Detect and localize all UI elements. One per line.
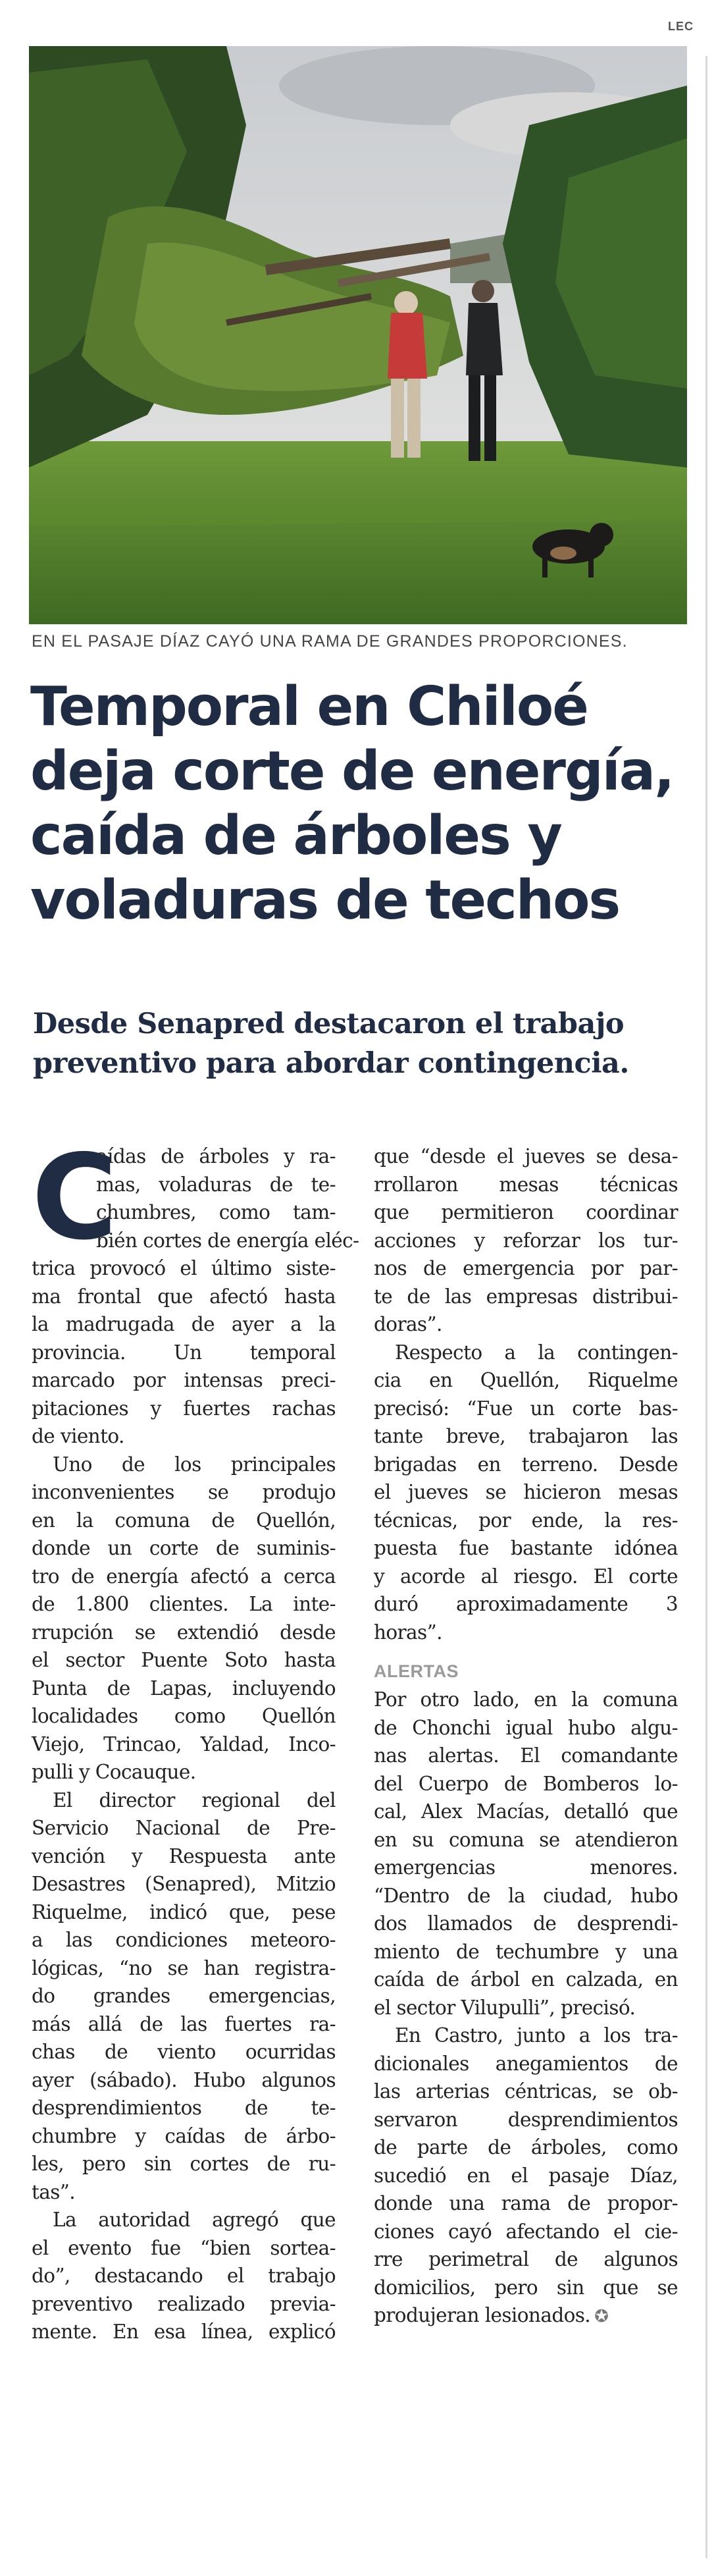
text-line: donde una rama de propor-	[374, 2192, 678, 2214]
text-line: el sector Vilupulli”, precisó.	[374, 1996, 636, 2019]
text-line: sucedió en el pasaje Díaz,	[374, 2164, 678, 2187]
paragraph	[374, 1339, 678, 1647]
text-line: y acorde al riesgo. El corte	[374, 1565, 678, 1588]
text-line: cia en Quellón, Riquelme	[374, 1369, 678, 1391]
text-line: acciones y reforzar los tur-	[374, 1229, 678, 1252]
text-line: ayer (sábado). Hubo algunos	[32, 2068, 336, 2091]
text-line: mas, voladuras de te-	[96, 1173, 336, 1196]
text-line: ciones cayó afectando el cie-	[374, 2220, 678, 2243]
text-line: tante breve, trabajaron las	[374, 1425, 678, 1447]
text-line: vención y Respuesta ante	[32, 1844, 336, 1867]
text-line: de Chonchi igual hubo algu-	[374, 1716, 678, 1739]
text-line: caída de árbol en calzada, en	[374, 1968, 678, 1991]
text-line: de parte de árboles, como	[374, 2136, 678, 2159]
paragraph	[32, 1786, 336, 2207]
text-line: tas”.	[32, 2180, 76, 2203]
text-line: dos llamados de desprendi-	[374, 1912, 678, 1935]
text-line: Uno de los principales	[53, 1453, 336, 1476]
text-line: tro de energía afectó a cerca	[32, 1565, 336, 1588]
text-line: de viento.	[32, 1425, 124, 1447]
section-subtitle: ALERTAS	[374, 1661, 459, 1681]
text-line: horas”.	[374, 1621, 442, 1644]
text-line: lógicas, “no se han registra-	[32, 1956, 336, 1979]
text-line: el evento fue “bien sorteа-	[32, 2236, 336, 2259]
paragraph	[32, 1451, 336, 1786]
text-line: bién cortes de energía eléc-	[96, 1229, 359, 1252]
text-line: puesta fue bastante idónea	[374, 1537, 678, 1559]
text-line: miento de techumbre y una	[374, 1940, 678, 1963]
text-line: Por otro lado, en la comuna	[374, 1688, 678, 1711]
text-line: trica provocó el último siste-	[32, 1257, 336, 1279]
text-line: El director regional del	[53, 1788, 336, 1811]
text-line: brigadas en terreno. Desde	[374, 1453, 678, 1476]
text-line: chumbre y caídas de árbo-	[32, 2124, 336, 2147]
text-line: aídas de árboles y ra-	[96, 1145, 336, 1167]
text-line: produjeran lesionados. ✪	[374, 2301, 678, 2331]
article-column-left	[32, 1129, 359, 2346]
text-line: rre perimetral de algunos	[374, 2248, 678, 2270]
text-line: La autoridad agregó que	[53, 2209, 336, 2231]
text-line: dicionales anegamientos de	[374, 2052, 678, 2075]
end-mark-icon: ✪	[594, 2307, 609, 2326]
text-line: “Dentro de la ciudad, hubo	[374, 1884, 678, 1907]
text-line: duró aproximadamente 3	[374, 1593, 678, 1615]
text-line: doras”.	[374, 1313, 442, 1335]
text-line: mente. En esa línea, explicó	[32, 2321, 336, 2343]
text-line: cal, Alex Macías, detalló que	[374, 1800, 678, 1823]
text-line: más allá de las fuertes ra-	[32, 2012, 336, 2035]
subheadline-line: Desde Senapred destacaron el trabajo	[33, 1007, 625, 1040]
paragraph	[32, 1254, 336, 1451]
text-line: preventivo realizado previa-	[32, 2292, 336, 2315]
text-line: en su comuna se atendieron	[374, 1828, 678, 1851]
subheadline-line: preventivo para abordar contingencia.	[33, 1047, 629, 1080]
text-line: provincia. Un temporal	[32, 1341, 336, 1364]
storm-fallen-tree-photo-icon	[29, 46, 687, 624]
paragraph	[374, 2022, 678, 2331]
text-line: servaron desprendimientos	[374, 2108, 678, 2131]
paragraph	[374, 1142, 678, 1339]
column-rule	[705, 56, 707, 2558]
subheadline	[33, 1004, 691, 1083]
text-line: Riquelme, indicó que, pese	[32, 1900, 336, 1923]
text-line: Servicio Nacional de Pre-	[32, 1817, 336, 1839]
text-line: donde un corte de suminis-	[32, 1537, 336, 1559]
text-line: rrupción se extendió desde	[32, 1621, 336, 1644]
headline-line: Temporal en Chiloé	[30, 676, 588, 738]
text-line: Viejo, Trincao, Yaldad, Inco-	[32, 1732, 336, 1756]
paragraph	[374, 1686, 678, 2022]
text-line: el sector Puente Soto hasta	[32, 1649, 336, 1671]
text-line: En Castro, junto a los tra-	[395, 2024, 678, 2047]
text-line: localidades como Quellón	[32, 1705, 336, 1727]
text-line: que permitieron coordinar	[374, 1201, 678, 1223]
text-line: del Cuerpo de Bomberos lo-	[374, 1772, 678, 1795]
text-line: desprendimientos de te-	[32, 2097, 336, 2119]
text-line: el jueves se hicieron mesas	[374, 1481, 678, 1503]
text-line: la madrugada de ayer a la	[32, 1313, 336, 1335]
text-line: Punta de Lapas, incluyendo	[32, 1677, 336, 1700]
headline-line: deja corte de energía,	[30, 740, 674, 803]
text-line: emergencias menores.	[374, 1856, 678, 1879]
text-line: Desastres (Senapred), Mitzio	[32, 1873, 336, 1895]
text-line: inconvenientes se produjo	[32, 1481, 336, 1503]
text-line: pulli y Cocauque.	[32, 1761, 196, 1783]
text-line: te de las empresas distribui-	[374, 1285, 678, 1308]
drop-cap: C	[32, 1129, 118, 1266]
text-line: en la comuna de Quellón,	[32, 1509, 336, 1532]
text-line: Respecto a la contingen-	[395, 1341, 678, 1364]
text-line: que “desde el jueves se desa-	[374, 1145, 678, 1167]
text-line: rrollaron mesas técnicas	[374, 1173, 678, 1196]
text-line: les, pero sin cortes de ru-	[32, 2153, 336, 2175]
headline-line: voladuras de techos	[30, 869, 620, 932]
photo-caption: EN EL PASAJE DÍAZ CAYÓ UNA RAMA DE GRANDES PROPORCIONES.	[32, 632, 628, 651]
text-line: las arterias céntricas, se ob-	[374, 2080, 678, 2103]
text-line: pitaciones y fuertes rachas	[32, 1397, 336, 1420]
text-line: nos de emergencia por par-	[374, 1257, 678, 1279]
text-line: nas alertas. El comandante	[374, 1744, 678, 1767]
text-line: técnicas, por ende, la res-	[374, 1509, 678, 1532]
text-line: a las condiciones meteoro-	[32, 1929, 336, 1951]
text-line: chas de viento ocurridas	[32, 2041, 336, 2063]
article-photo	[29, 46, 687, 624]
text-line: ma frontal que afectó hasta	[32, 1285, 336, 1308]
text-line: de 1.800 clientes. La inte-	[32, 1593, 336, 1615]
headline	[30, 675, 695, 933]
article-column-right	[374, 1142, 678, 2331]
text-line: do”, destacando el trabajo	[32, 2265, 336, 2287]
section-tag: LEC	[668, 20, 694, 33]
text-line: do grandes emergencias,	[32, 1985, 336, 2007]
text-line: chumbres, como tam-	[96, 1201, 336, 1223]
text-line: marcado por intensas preci-	[32, 1369, 336, 1391]
paragraph	[32, 2206, 336, 2346]
text-line: domicilios, pero sin que se	[374, 2276, 678, 2299]
text-line: precisó: “Fue un corte bas-	[374, 1397, 678, 1420]
headline-line: caída de árboles y	[30, 805, 561, 867]
